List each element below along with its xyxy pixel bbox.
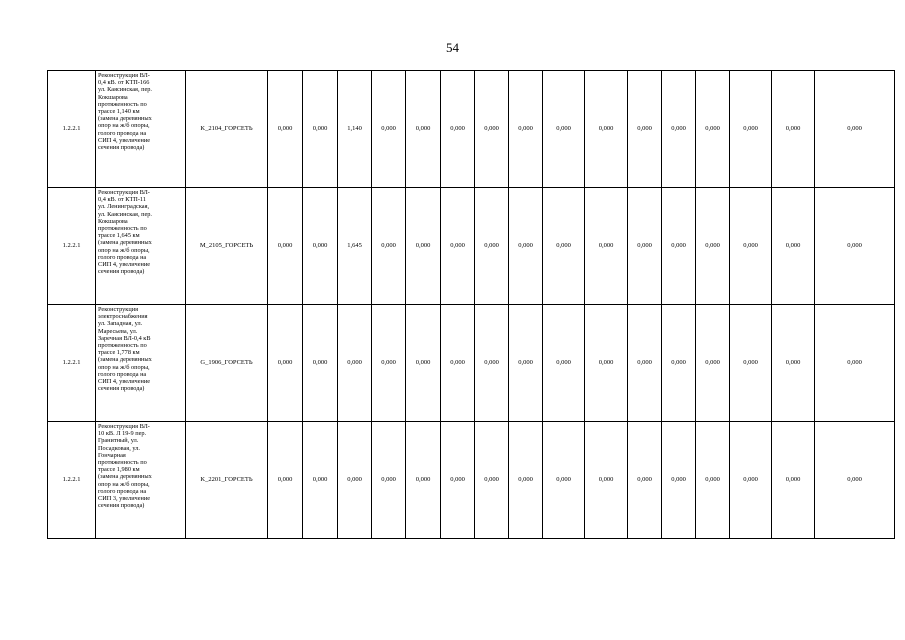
value-cell: 0,000 xyxy=(372,305,406,422)
value-cell: 0,000 xyxy=(585,71,628,188)
project-code-cell: K_2104_ГОРСЕТЬ xyxy=(186,71,268,188)
value-cell: 0,000 xyxy=(441,305,475,422)
project-description-cell: Реконструкция ВЛ- 0,4 кВ. от КТП-11 ул. Ленинградская, ул. Каясинская, пер. Кокшарова протяженность по трассе 1,645 км (замена деревянных опор на ж/б опоры, голого провода на СИП 4, увеличение сечения провода) xyxy=(96,188,186,305)
value-cell: 0,000 xyxy=(372,422,406,539)
value-cell: 0,000 xyxy=(772,188,815,305)
value-cell: 0,000 xyxy=(406,305,441,422)
value-cell: 0,000 xyxy=(475,188,509,305)
value-cell: 0,000 xyxy=(509,188,543,305)
value-cell: 0,000 xyxy=(303,71,338,188)
value-cell: 0,000 xyxy=(585,188,628,305)
value-cell: 0,000 xyxy=(772,422,815,539)
value-cell: 0,000 xyxy=(628,305,662,422)
value-cell: 0,000 xyxy=(406,422,441,539)
row-id-cell: 1.2.2.1 xyxy=(48,422,96,539)
table-row xyxy=(48,422,895,539)
value-cell: 0,000 xyxy=(585,305,628,422)
value-cell: 0,000 xyxy=(730,188,772,305)
value-cell: 0,000 xyxy=(441,71,475,188)
project-description-cell: Реконструкция ВЛ- 0,4 кВ. от КТП-166 ул. Каясинская, пер. Кокшарова протяженность по трассе 1,140 км (замена деревянных опор на ж/б опоры, голого провода на СИП 4, увеличение сечения провода) xyxy=(96,71,186,188)
value-cell: 0,000 xyxy=(509,305,543,422)
value-cell: 0,000 xyxy=(696,71,730,188)
table-row xyxy=(48,71,895,188)
table-row xyxy=(48,305,895,422)
page-number: 54 xyxy=(446,40,459,55)
value-cell: 0,000 xyxy=(509,422,543,539)
value-cell: 0,000 xyxy=(772,305,815,422)
value-cell: 0,000 xyxy=(543,305,585,422)
value-cell: 0,000 xyxy=(268,188,303,305)
value-cell: 0,000 xyxy=(628,422,662,539)
table-row xyxy=(48,188,895,305)
row-id-cell: 1.2.2.1 xyxy=(48,71,96,188)
project-description-cell: Реконструкция ВЛ- 10 кВ. Л 19-9 пер. Гранитный, ул. Посадковая, ул. Гончарная протяженность по трассе 1,980 км (замена деревянных опор на ж/б опоры, голого провода на СИП 3, увеличение сечения провода) xyxy=(96,422,186,539)
value-cell: 0,000 xyxy=(815,305,895,422)
value-cell: 0,000 xyxy=(730,71,772,188)
value-cell: 0,000 xyxy=(406,71,441,188)
value-cell: 0,000 xyxy=(696,305,730,422)
row-id-cell: 1.2.2.1 xyxy=(48,305,96,422)
value-cell: 0,000 xyxy=(475,305,509,422)
value-cell: 0,000 xyxy=(406,188,441,305)
value-cell: 0,000 xyxy=(772,71,815,188)
project-description-cell: Реконструкция электроснабжения ул. Западная, ул. Маресьева, ул. Заречная ВЛ-0,4 кВ протяженность по трассе 1,778 км (замена деревянных опор на ж/б опоры, голого провода на СИП 4, увеличение сечения провода) xyxy=(96,305,186,422)
project-code-cell: K_2201_ГОРСЕТЬ xyxy=(186,422,268,539)
project-code-cell: M_2105_ГОРСЕТЬ xyxy=(186,188,268,305)
value-cell: 0,000 xyxy=(730,305,772,422)
value-cell: 0,000 xyxy=(543,71,585,188)
table-body xyxy=(48,71,895,539)
value-cell: 0,000 xyxy=(338,305,372,422)
value-cell: 0,000 xyxy=(268,71,303,188)
value-cell: 0,000 xyxy=(815,188,895,305)
value-cell: 0,000 xyxy=(543,422,585,539)
value-cell: 0,000 xyxy=(628,188,662,305)
value-cell: 0,000 xyxy=(268,305,303,422)
row-id-cell: 1.2.2.1 xyxy=(48,188,96,305)
project-code-cell: G_1906_ГОРСЕТЬ xyxy=(186,305,268,422)
value-cell: 0,000 xyxy=(696,188,730,305)
value-cell: 0,000 xyxy=(268,422,303,539)
value-cell: 0,000 xyxy=(696,422,730,539)
value-cell: 0,000 xyxy=(509,71,543,188)
value-cell: 0,000 xyxy=(662,305,696,422)
value-cell: 0,000 xyxy=(303,422,338,539)
value-cell: 0,000 xyxy=(815,71,895,188)
value-cell: 0,000 xyxy=(662,71,696,188)
value-cell: 0,000 xyxy=(303,188,338,305)
value-cell: 0,000 xyxy=(628,71,662,188)
value-cell: 0,000 xyxy=(475,422,509,539)
value-cell: 0,000 xyxy=(543,188,585,305)
value-cell: 0,000 xyxy=(372,188,406,305)
value-cell: 0,000 xyxy=(662,188,696,305)
value-cell: 0,000 xyxy=(338,422,372,539)
value-cell: 0,000 xyxy=(303,305,338,422)
value-cell: 0,000 xyxy=(662,422,696,539)
value-cell: 0,000 xyxy=(475,71,509,188)
value-cell: 1,140 xyxy=(338,71,372,188)
value-cell: 0,000 xyxy=(372,71,406,188)
value-cell: 0,000 xyxy=(815,422,895,539)
value-cell: 0,000 xyxy=(585,422,628,539)
value-cell: 1,645 xyxy=(338,188,372,305)
value-cell: 0,000 xyxy=(441,188,475,305)
investment-table xyxy=(47,70,895,539)
value-cell: 0,000 xyxy=(730,422,772,539)
value-cell: 0,000 xyxy=(441,422,475,539)
